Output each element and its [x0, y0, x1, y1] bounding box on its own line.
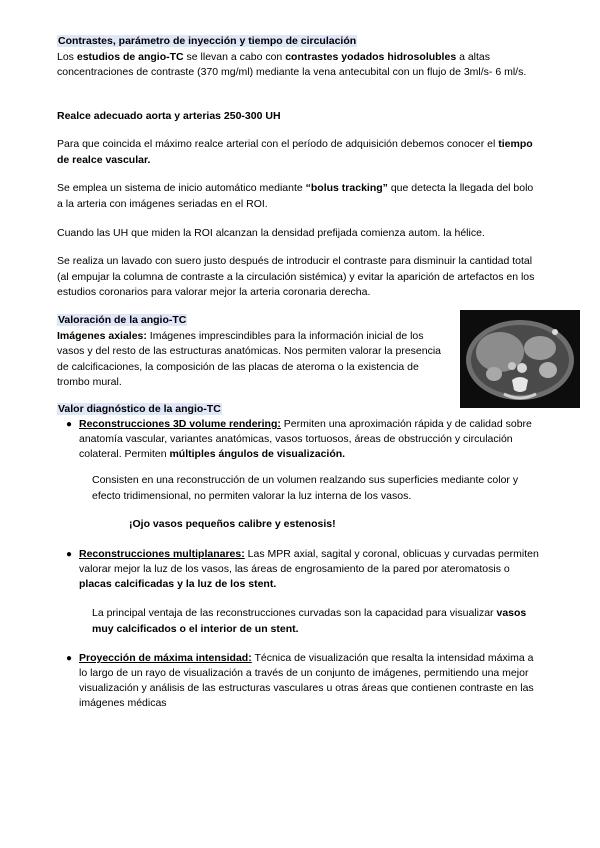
p4-text: Cuando las UH que miden la ROI alcanzan la densidad prefijada comienza autom. la hélice.: [57, 227, 485, 239]
p1-bold-d: contrastes yodados hidrosolubles: [285, 50, 457, 63]
paragraph-tiempo-realce: [57, 137, 537, 168]
p3-text-c: que detecta la llegada del bolo a la arteria con imágenes seriadas en el ROI.: [57, 182, 534, 210]
realce-line: [57, 109, 537, 125]
b1-note-text: ¡Ojo vasos pequeños calibre y estenosis!: [129, 518, 336, 530]
p1-text-c: se llevan a cabo con: [183, 50, 286, 63]
heading-contrastes: Contrastes, parámetro de inyección y tiempo de circulación: [58, 35, 357, 47]
ct-axial-image: [460, 310, 580, 408]
paragraph-lavado: [57, 254, 537, 301]
paragraph-uh: [57, 226, 537, 242]
b1-paragraph-2: [92, 473, 532, 504]
heading-valoracion: Valoración de la angio-TC: [58, 314, 187, 326]
p3-bold: “bolus tracking”: [305, 182, 388, 194]
p1-text-a: Los: [57, 50, 77, 63]
paragraph-bolus-tracking: [57, 181, 537, 212]
bullet-icon: ●: [66, 549, 73, 560]
heading-valor-diagnostico: Valor diagnóstico de la angio-TC: [58, 403, 221, 415]
section-contrastes: [57, 34, 537, 81]
ct-scan-illustration: [460, 310, 580, 408]
p2-text: Para que coincida el máximo realce arterial con el período de adquisición debemos conocer el: [57, 138, 499, 150]
list-item-multiplanares: [66, 547, 539, 592]
b1-text: Permiten una aproximación rápida y de calidad sobre anatomía vascular, variantes anatómicas, vasos tortuosos, áreas de obstrucción y circulación colateral. Permiten: [79, 418, 532, 460]
b3-text: Técnica de visualización que resalta la intensidad máxima a lo largo de un rayo de visualización a través de un conjunto de imágenes, permitiendo una mejor visualización y análisis de las estructuras vasculares u otras áreas que contienen contraste en las imágenes médicas: [79, 652, 534, 709]
bullet-icon: ●: [66, 653, 73, 664]
axial-text: Imágenes imprescindibles para la información inicial de los vasos y del resto de las estructuras anatómicas. Nos permiten valorar la presencia de calcificaciones, la composición de las placas de ateroma o la existencia de trombo mural.: [57, 329, 442, 388]
section-valoracion: [57, 313, 452, 391]
axial-label: Imágenes axiales:: [57, 329, 147, 342]
bullet-icon: ●: [66, 419, 73, 430]
b2-label: Reconstrucciones multiplanares:: [79, 548, 245, 560]
b1-para2-text: Consisten en una reconstrucción de un volumen realzando sus superficies mediante color y efecto tridimensional, no permiten valorar la luz interna de los vasos.: [92, 474, 519, 502]
p3-text-a: Se emplea un sistema de inicio automático mediante: [57, 182, 306, 194]
section-valor-diagnostico: [57, 402, 537, 418]
b2-bold: placas calcificadas y la luz de los stent.: [79, 578, 277, 590]
list-item-volume-rendering: [66, 417, 539, 462]
p2-bold: tiempo de realce vascular.: [57, 138, 533, 166]
b3-label: Proyección de máxima intensidad:: [79, 652, 252, 664]
p5-text: Se realiza un lavado con suero justo después de introducir el contraste para disminuir la cantidad total (al empujar la columna de contraste a la circulación sistémica) y evitar la aparición de artefactos en los estudios coronarios para valorar mejor la arteria coronaria derecha.: [57, 255, 535, 298]
p1-bold-b: estudios de angio-TC: [76, 50, 184, 63]
p1-text-e: a altas concentraciones de contraste (370 mg/ml) mediante la vena antecubital con un flujo de 3ml/s- 6 ml/s.: [57, 50, 527, 78]
b2-text: Las MPR axial, sagital y coronal, oblicuas y curvadas permiten valorar mejor la luz de los vasos, las áreas de engrosamiento de la pared por ateromatosis o: [79, 548, 539, 575]
realce-text: Realce adecuado aorta y arterias 250-300 UH: [57, 110, 281, 122]
b2-para2-text: La principal ventaja de las reconstrucciones curvadas son la capacidad para visualizar: [92, 607, 497, 619]
b2-para2-bold: vasos muy calcificados o el interior de un stent.: [92, 607, 527, 635]
b1-note: [129, 517, 569, 533]
b2-paragraph-2: [92, 606, 532, 637]
list-item-mip: [66, 651, 539, 711]
b1-bold: múltiples ángulos de visualización.: [169, 448, 346, 460]
b1-label: Reconstrucciones 3D volume rendering:: [79, 418, 281, 430]
